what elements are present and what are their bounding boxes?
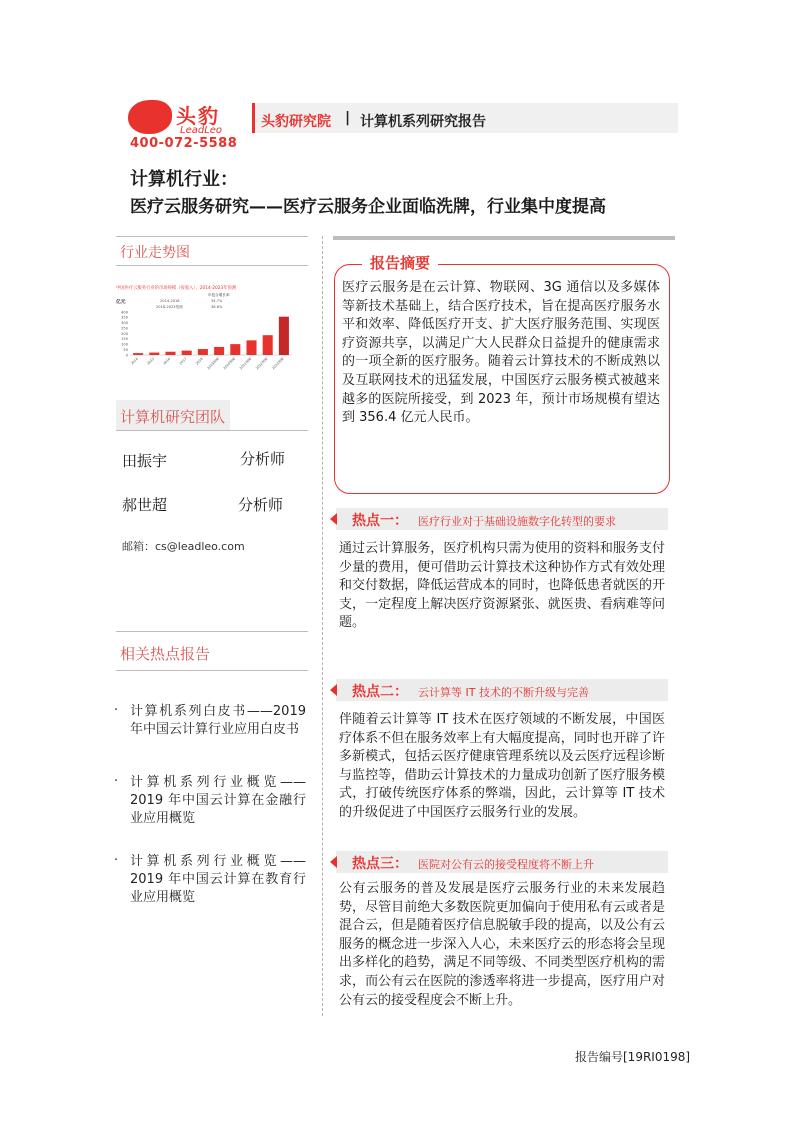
bullet-dot: ·	[114, 774, 119, 789]
team-heading: 计算机研究团队	[120, 408, 226, 426]
chart-legend-header: 年复合增长率	[208, 293, 230, 297]
chart-xtick: 2020预测	[222, 356, 237, 371]
bullet-dot: ·	[114, 853, 119, 868]
report-number: 报告编号[19RI0198]	[575, 1050, 691, 1064]
hotspot-text: 伴随着云计算等 IT 技术在医疗领域的不断发展，中国医疗体系不但在服务效率上有大幅度提高，同时也开辟了许多新模式，包括云医疗健康管理系统以及云医疗远程诊断与监控等，借助云计算技术的力量成功创新了医疗服务模式，打破传统医疗体系的弊端，因此，云计算等 IT 技术的升级促进了中国医疗云服务行业的发展。	[339, 712, 665, 820]
hotspot-label: 热点三：	[352, 856, 408, 872]
arrow-left-icon	[330, 684, 337, 696]
trend-heading: 行业走势图	[120, 245, 190, 261]
sidebar-rule-related	[116, 670, 308, 671]
chart-xtick: 2016	[162, 356, 172, 366]
chart-bar	[149, 353, 159, 355]
market-size-chart	[116, 283, 296, 371]
logo-name: 头豹	[176, 104, 220, 128]
chart-ytick: 250	[121, 326, 128, 331]
hotspot-label: 热点二：	[352, 684, 408, 700]
chart-bar	[246, 340, 256, 355]
chart-xtick: 2014	[130, 356, 139, 366]
chart-ytick: 150	[121, 337, 128, 342]
chart-bar	[133, 353, 143, 355]
related-report-link[interactable]: 计算机系列行业概览——2019 年中国云计算在教育行业应用概览	[130, 854, 306, 905]
chart-xtick: 2015	[146, 356, 156, 366]
arrow-left-icon	[330, 513, 337, 525]
chart-xtick: 2022预测	[254, 356, 269, 371]
member-role: 分析师	[238, 496, 284, 514]
chart-ytick: 0	[125, 353, 128, 358]
chart-ytick: 100	[121, 342, 128, 347]
logo-subtitle: LeadLeo	[180, 125, 223, 136]
chart-title: 中国医疗云服务行业的市场规模（按收入），2014-2023年预测	[116, 286, 237, 291]
chart-xtick: 2017	[178, 356, 188, 366]
abstract-label: 报告摘要	[362, 252, 438, 273]
member-name: 田振宇	[122, 452, 168, 470]
related-report-link[interactable]: 计算机系列行业概览——2019 年中国云计算在金融行业应用概览	[130, 775, 306, 826]
chart-ytick: 350	[121, 315, 128, 320]
sidebar-rule-trend	[116, 265, 308, 266]
sidebar-rule-team	[116, 430, 308, 431]
chart-ytick: 200	[121, 331, 128, 336]
sidebar-rule-top	[116, 236, 308, 237]
chart-ytick: 300	[121, 321, 128, 326]
member-role: 分析师	[240, 450, 286, 468]
hotspot-label: 热点一：	[352, 513, 408, 529]
header-brand: 头豹研究院	[261, 114, 331, 130]
chart-ytick: 400	[121, 310, 128, 315]
chart-bar	[263, 335, 273, 355]
chart-bar	[279, 317, 289, 355]
hotspot-subtitle: 云计算等 IT 技术的不断升级与完善	[418, 686, 589, 699]
header-accent-bar	[252, 103, 255, 133]
chart-legend-period-2: 2018-2023预测	[156, 305, 183, 309]
logo-phone: 400-072-5588	[130, 136, 238, 151]
header-separator: |	[345, 110, 351, 126]
header-series: 计算机系列研究报告	[360, 114, 486, 130]
chart-bar	[182, 351, 192, 355]
sidebar-rule-related-top	[116, 631, 308, 632]
chart-ytick: 50	[123, 347, 128, 352]
chart-bar	[165, 352, 175, 355]
chart-bar	[230, 344, 240, 355]
leadleo-logo-icon	[128, 100, 172, 134]
chart-xtick: 2021预测	[238, 356, 253, 371]
chart-xtick: 2018	[194, 356, 204, 366]
abstract-text: 医疗云服务是在云计算、物联网、3G 通信以及多媒体等新技术基础上，结合医疗技术，旨在提高医疗服务水平和效率、降低医疗开支、扩大医疗服务范围、实现医疗资源共享，以满足广大人民群众日益提升的健康需求的一项全新的医疗服务。随着云计算技术的不断成熟以及互联网技术的迅猛发展，中国医疗云服务模式被越来越多的医院所接受，到 2023 年，预计市场规模有望达到 356.4 亿元人民币。	[342, 280, 660, 426]
related-report-link[interactable]: 计算机系列白皮书——2019年中国云计算行业应用白皮书	[130, 704, 306, 737]
arrow-left-icon	[330, 856, 337, 868]
column-divider	[322, 236, 323, 1016]
hotspot-subtitle: 医疗行业对于基础设施数字化转型的要求	[418, 515, 616, 528]
chart-ylabel: 亿元	[116, 300, 126, 305]
member-name: 郝世超	[122, 496, 168, 514]
chart-bar	[214, 347, 224, 355]
report-title-line1: 计算机行业：	[130, 169, 238, 190]
bullet-dot: ·	[114, 703, 119, 718]
chart-legend-cagr-1: 34.7%	[211, 299, 223, 303]
report-title-line2: 医疗云服务研究——医疗云服务企业面临洗牌，行业集中度提高	[130, 197, 606, 217]
related-heading: 相关热点报告	[120, 645, 211, 663]
chart-bar	[198, 349, 208, 355]
hotspot-subtitle: 医院对公有云的接受程度将不断上升	[418, 858, 594, 871]
chart-xtick: 2019预测	[206, 356, 220, 371]
chart-legend-period-1: 2014-2018	[160, 299, 180, 303]
hotspot-text: 通过云计算服务，医疗机构只需为使用的资料和服务支付少量的费用，便可借助云计算技术这种协作方式有效处理和交付数据，降低运营成本的同时，也降低患者就医的开支，一定程度上解决医疗资源紧张、就医贵、看病难等问题。	[339, 541, 665, 631]
chart-xtick: 2023预测	[271, 356, 285, 371]
team-email: 邮箱：cs@leadleo.com	[122, 540, 245, 553]
chart-legend-cagr-2: 36.6%	[211, 305, 223, 309]
hotspot-text: 公有云服务的普及发展是医疗云服务行业的未来发展趋势，尽管目前绝大多数医院更加偏向于使用私有云或者是混合云，但是随着医疗信息脱敏手段的提高，以及公有云服务的概念进一步深入人心，未来医疗云的形态将会呈现出多样化的趋势，满足不同等级、不同类型医疗机构的需求，而公有云在医院的渗透率将进一步提高，医疗用户对公有云的接受程度会不断上升。	[339, 881, 665, 1008]
abstract-top-bar	[333, 236, 675, 240]
